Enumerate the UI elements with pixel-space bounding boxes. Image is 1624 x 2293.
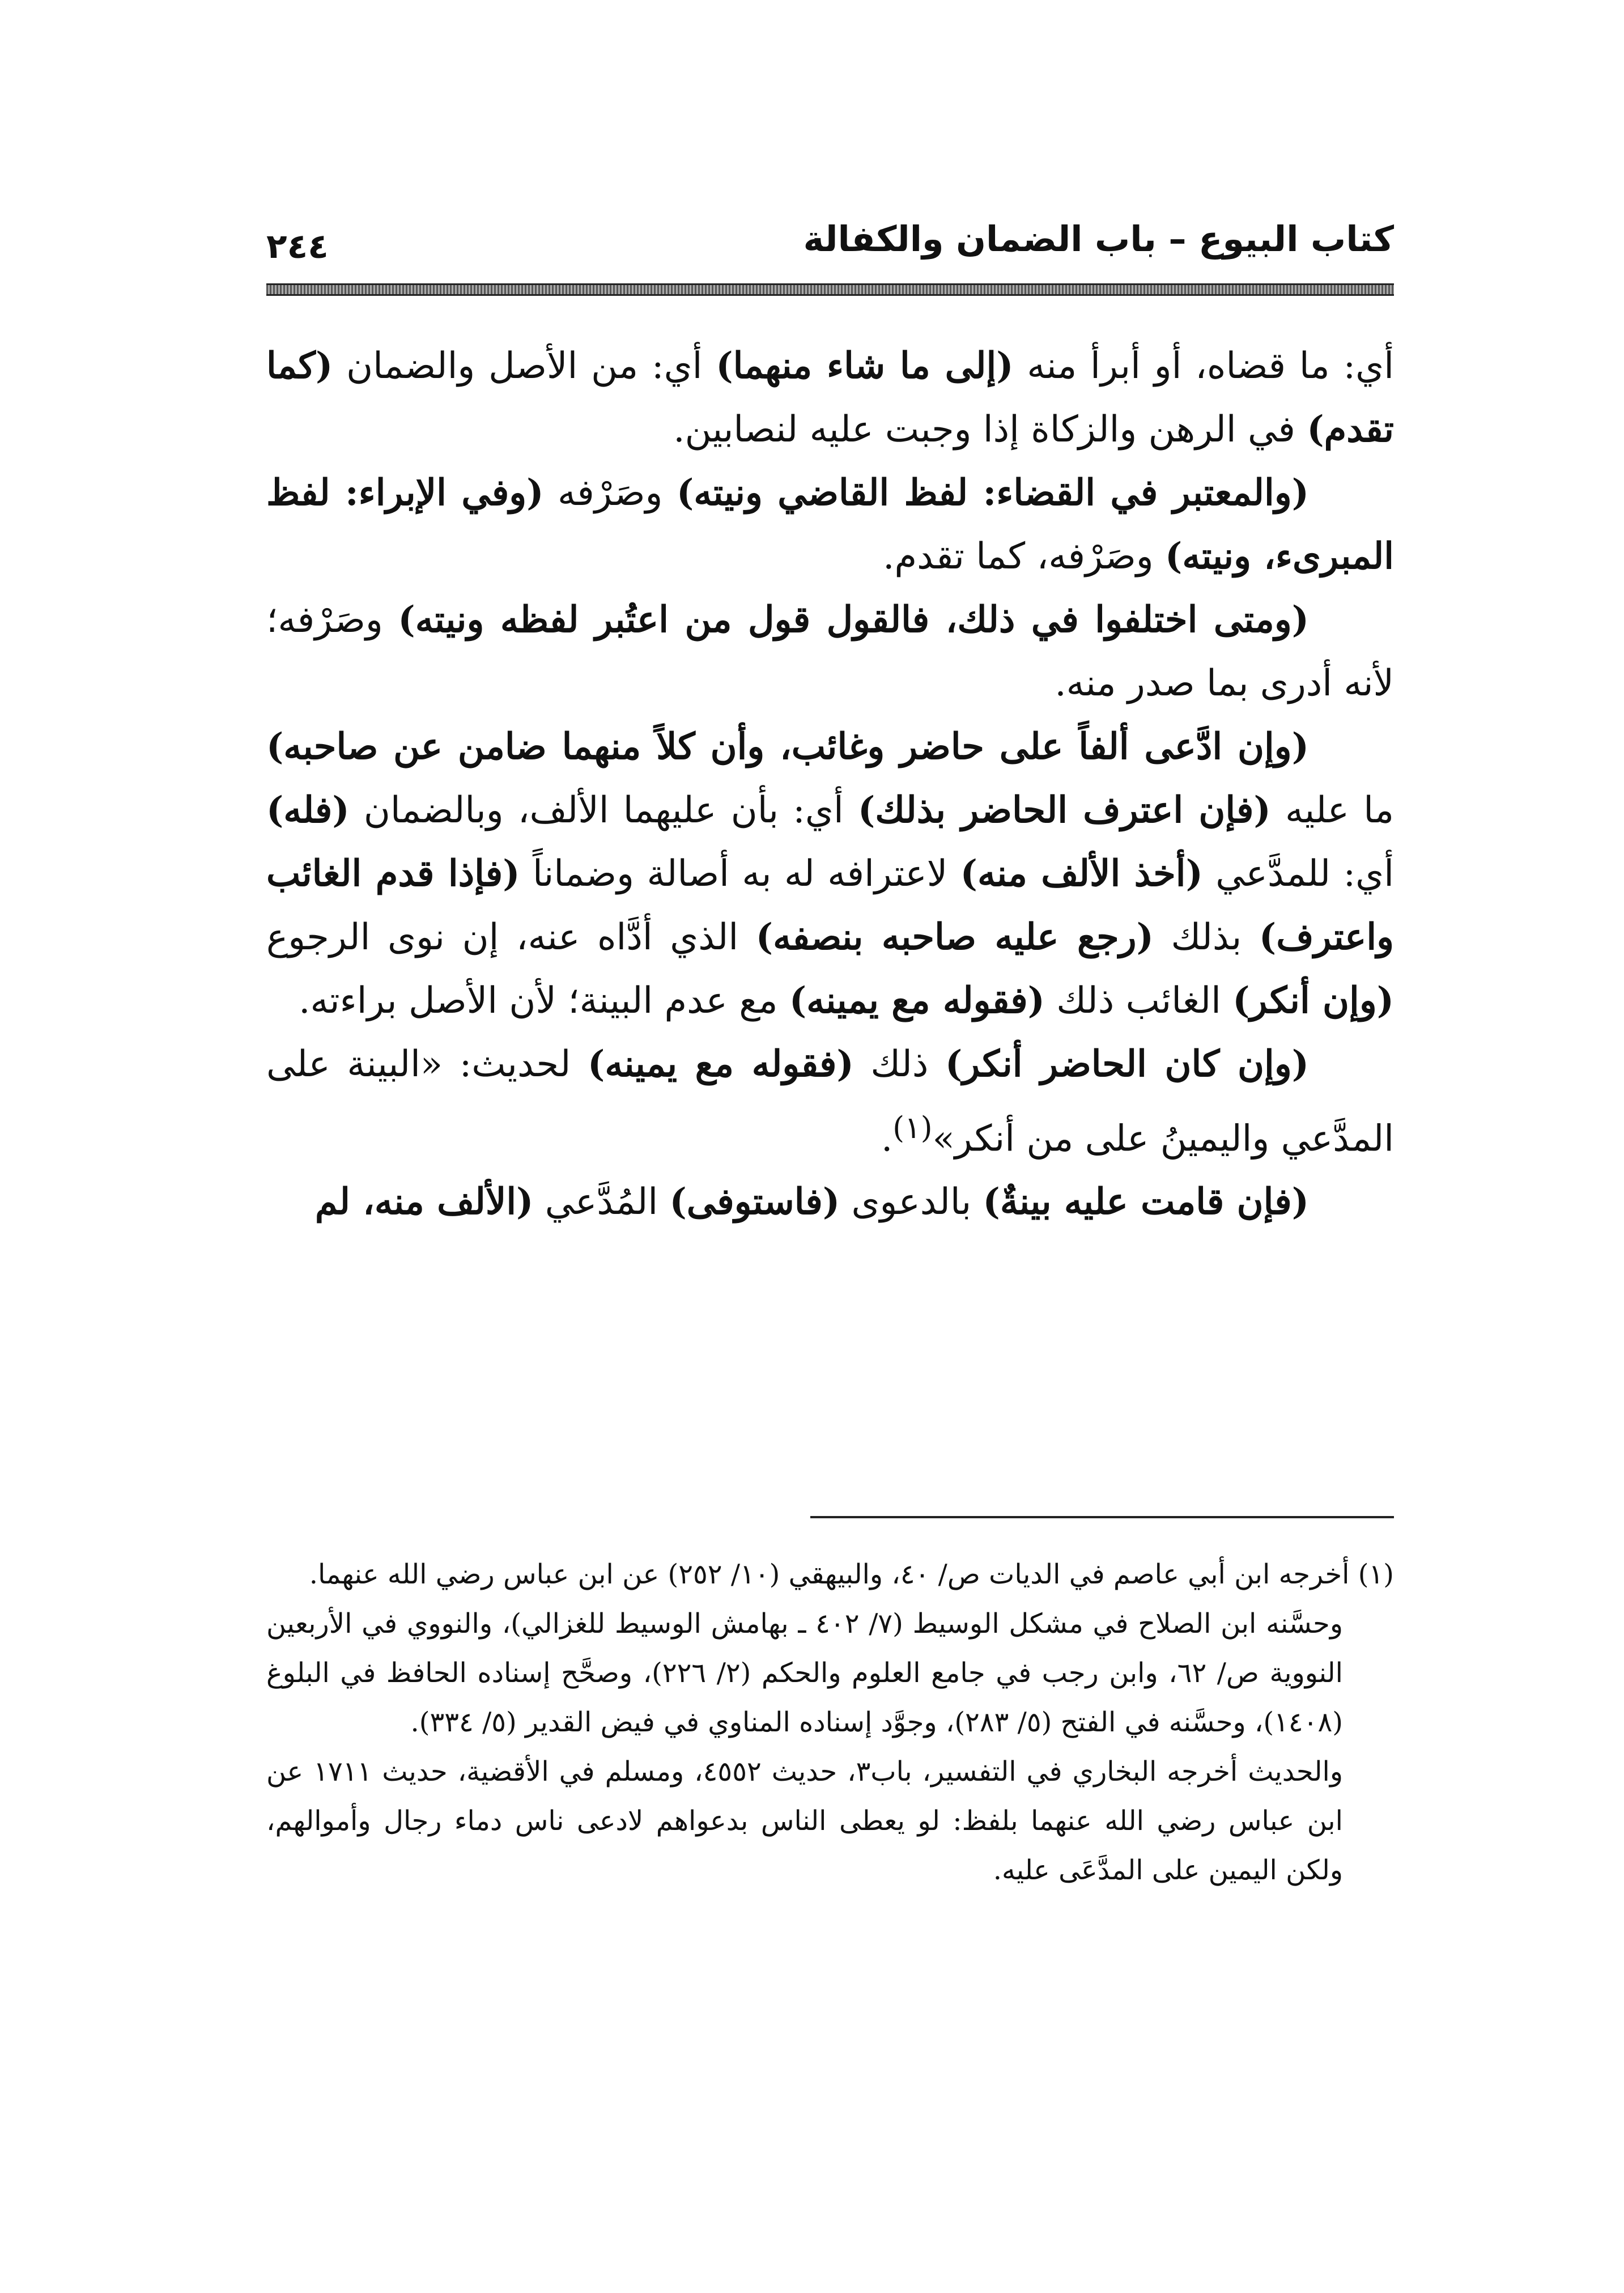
- matn-text: (والمعتبر في القضاء: لفظ القاضي ونيته): [676, 472, 1310, 514]
- page-number: ٢٤٤: [266, 227, 329, 266]
- matn-text: (ومتى اختلفوا في ذلك، فالقول قول من اعتُبر لفظه ونيته): [398, 598, 1310, 641]
- text-run: المُدَّعي: [533, 1181, 670, 1224]
- matn-text: (وإن أنكر): [1232, 979, 1394, 1022]
- matn-text: (رجع عليه صاحبه بنصفه): [755, 916, 1154, 958]
- matn-text: (فاستوفى): [669, 1181, 840, 1224]
- text-run: بالدعوى: [840, 1181, 983, 1224]
- paragraph-1: [266, 334, 1394, 461]
- matn-text: (فقوله مع يمينه): [789, 979, 1045, 1022]
- matn-text: (كما تقدم): [266, 345, 1394, 451]
- text-run: بذلك: [1153, 916, 1259, 958]
- paragraph-4: [266, 715, 1394, 1033]
- paragraph-3: [266, 588, 1394, 715]
- matn-text: (وإن ادَّعى ألفاً على حاضر وغائب، وأن كلاً منهما ضامن عن صاحبه): [266, 725, 1309, 768]
- footnote-1-grading: وحسَّنه ابن الصلاح في مشكل الوسيط (٧/ ٤٠٢ ـ بهامش الوسيط للغزالي)، والنووي في الأربعين النووية ص/ ٦٢، وابن رجب في جامع العلوم والحكم (٢/ ٢٢٦)، وصحَّح إسناده الحافظ في البلوغ (١٤٠٨)، وحسَّنه في الفتح (٥/ ٢٨٣)، وجوَّد إسناده المناوي في فيض القدير (٥/ ٣٣٤).: [266, 1608, 1344, 1738]
- text-run: لحديث: «البينة على المدَّعي واليمينُ على من أنكر»: [266, 1043, 1394, 1160]
- running-header: [266, 213, 1394, 275]
- text-run: مع عدم البينة؛ لأن الأصل براءته.: [299, 980, 789, 1022]
- paragraph-6: [266, 1170, 1394, 1234]
- footnote-divider: [810, 1516, 1394, 1518]
- text-run: الغائب ذلك: [1044, 980, 1233, 1022]
- text-run: أي: بأن عليهما الألف، وبالضمان: [349, 789, 858, 831]
- running-header-title: كتاب البيوع – باب الضمان والكفالة: [803, 218, 1394, 260]
- paragraph-2: [266, 461, 1394, 588]
- text-run: أي: ما قضاه، أو أبرأ منه: [1013, 345, 1395, 387]
- footnotes: [266, 1550, 1394, 1895]
- paragraph-5: [266, 1033, 1394, 1170]
- footnote-1-citation: (١) أخرجه ابن أبي عاصم في الديات ص/ ٤٠، والبيهقي (١٠/ ٢٥٢) عن ابن عباس رضي الله عنهما.: [309, 1559, 1394, 1590]
- text-run: أي: من الأصل والضمان: [333, 345, 716, 387]
- matn-text: (إلى ما شاء منهما): [716, 345, 1014, 387]
- text-run: ما عليه: [1270, 789, 1395, 831]
- text-run: وصَرْفه؛ لأنه أدرى بما صدر منه.: [266, 599, 1394, 704]
- matn-text: (فإذا قدم الغائب واعترف): [266, 852, 1395, 958]
- matn-text: (الألف منه، لم: [314, 1181, 534, 1224]
- header-divider: [266, 283, 1394, 296]
- matn-text: (فإن اعترف الحاضر بذلك): [857, 789, 1271, 831]
- footnote-1-hadith: والحديث أخرجه البخاري في التفسير، باب٣، حديث ٤٥٥٢، ومسلم في الأقضية، حديث ١٧١١ عن ابن عباس رضي الله عنهما بلفظ: لو يعطى الناس بدعواهم لادعى ناس دماء رجال وأموالهم، ولكن اليمين على المدَّعَى عليه.: [266, 1756, 1344, 1886]
- matn-text: (فله): [266, 789, 350, 831]
- matn-text: (فقوله مع يمينه): [588, 1043, 854, 1085]
- text-run: وصَرْفه: [543, 472, 677, 514]
- matn-text: (وفي الإبراء: لفظ المبرىء، ونيته): [266, 472, 1394, 578]
- matn-text: (أخذ الألف منه): [960, 852, 1203, 895]
- matn-text: (فإن قامت عليه بينةٌ): [983, 1181, 1309, 1224]
- matn-text: (وإن كان الحاضر أنكر): [945, 1043, 1310, 1085]
- main-text: [266, 334, 1394, 1234]
- text-run: في الرهن والزكاة إذا وجبت عليه لنصابين.: [673, 409, 1307, 451]
- footnote-ref[interactable]: (١): [892, 1110, 933, 1145]
- text-run: أي: للمدَّعي: [1202, 853, 1394, 895]
- text-run: .: [881, 1118, 893, 1160]
- text-run: الذي أدَّاه عنه، إن نوى الرجوع: [266, 916, 756, 958]
- text-run: ذلك: [853, 1043, 945, 1085]
- text-run: لاعترافه له به أصالة وضماناً: [520, 853, 960, 895]
- text-run: وصَرْفه، كما تقدم.: [883, 536, 1166, 578]
